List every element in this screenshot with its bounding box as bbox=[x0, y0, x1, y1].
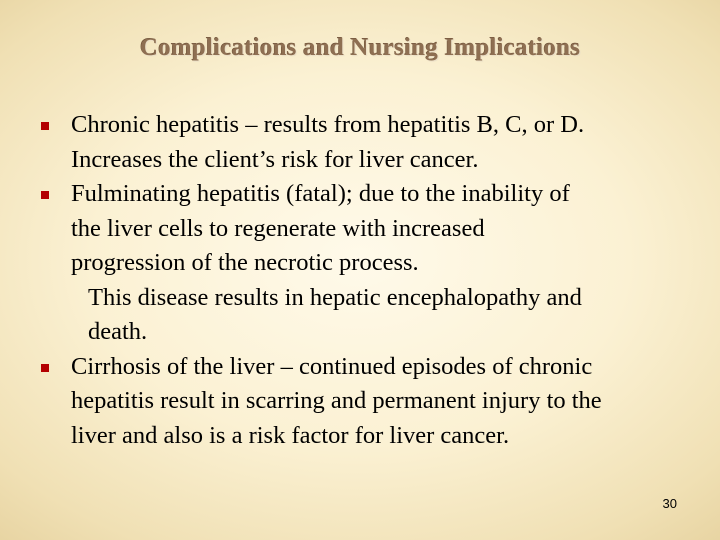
bullet-text-line: Chronic hepatitis – results from hepatitis B, C, or D. bbox=[71, 111, 585, 138]
square-bullet-icon bbox=[41, 122, 49, 130]
bullet-text-line: Increases the client’s risk for liver cancer. bbox=[71, 145, 479, 173]
bullet-item-cirrhosis bbox=[40, 350, 700, 454]
slide-title: Complications and Nursing Implications bbox=[139, 34, 581, 61]
page-number: 30 bbox=[662, 496, 677, 511]
bullet-list bbox=[40, 108, 700, 453]
bullet-text-line: the liver cells to regenerate with increased bbox=[71, 214, 485, 242]
square-bullet-icon bbox=[41, 364, 49, 372]
bullet-item-fulminating-hepatitis bbox=[40, 177, 700, 350]
square-bullet-icon bbox=[41, 191, 49, 199]
bullet-text-line: hepatitis result in scarring and permanent injury to the bbox=[71, 387, 602, 414]
bullet-text-line: progression of the necrotic process. bbox=[71, 249, 419, 276]
bullet-text-line: Fulminating hepatitis (fatal); due to the inability of bbox=[71, 180, 570, 207]
continuation-text-line: This disease results in hepatic encephalopathy and bbox=[88, 283, 582, 311]
bullet-text-line: liver and also is a risk factor for liver cancer. bbox=[71, 421, 510, 449]
bullet-item-chronic-hepatitis bbox=[40, 108, 700, 177]
continuation-text-line: death. bbox=[88, 318, 148, 345]
bullet-text-line: Cirrhosis of the liver – continued episodes of chronic bbox=[71, 352, 593, 380]
